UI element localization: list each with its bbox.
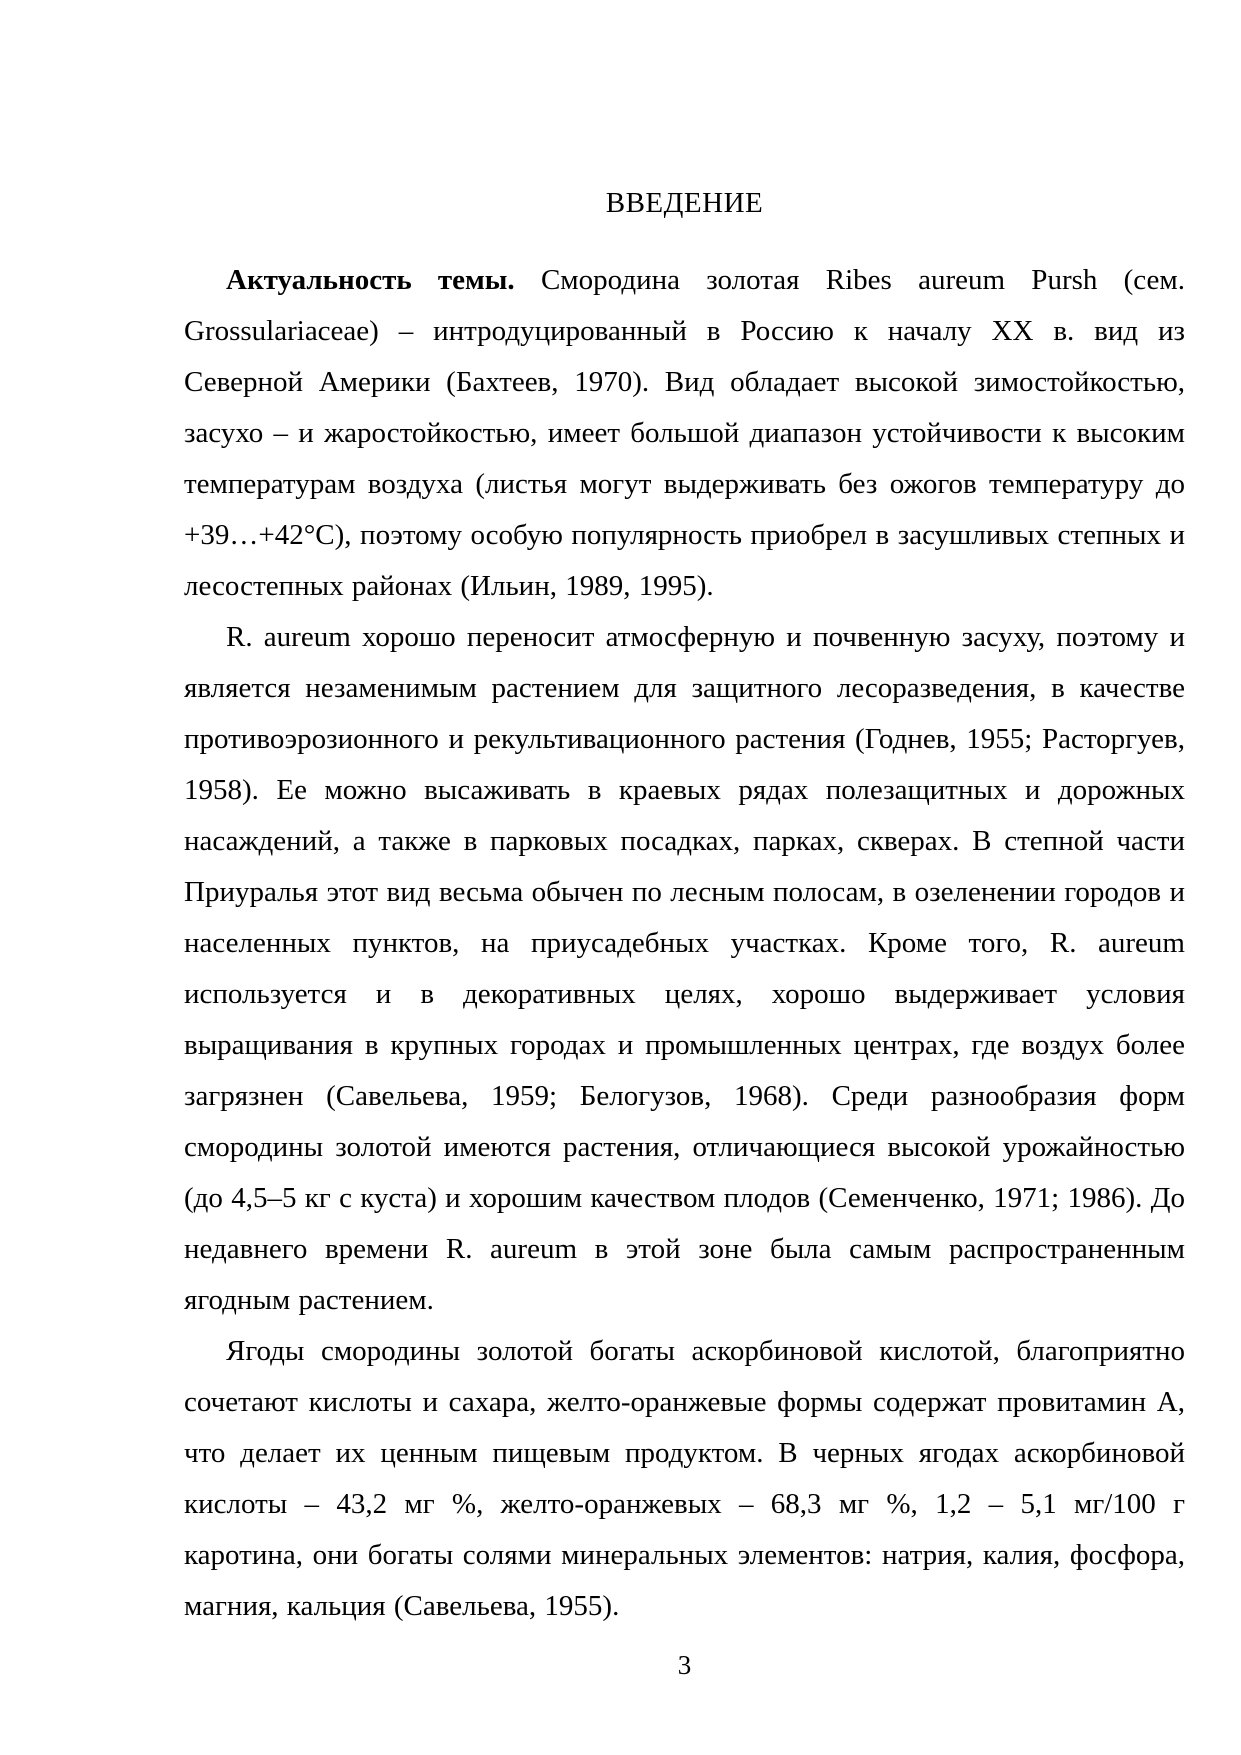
paragraph: R. aureum хорошо переносит атмосферную и почвенную засуху, поэтому и является незаменимым растением для защитного лесоразведения, в качестве противоэрозионного и рекультивационного растения (Годнев, 1955; Расторгуев, 1958). Ее можно высаживать в краевых рядах полезащитных и дорожных насаждений, а также в парковых посадках, парках, скверах. В степной части Приуралья этот вид весьма обычен по лесным полосам, в озеленении городов и населенных пунктов, на приусадебных участках. Кроме того, R. aureum используется и в декоративных целях, хорошо выдерживает условия выращивания в крупных городах и промышленных центрах, где воздух более загрязнен (Савельева, 1959; Белогузов, 1968). Среди разнообразия форм смородины золотой имеются растения, отличающиеся высокой урожайностью (до 4,5–5 кг с куста) и хорошим качеством плодов (Семенченко, 1971; 1986). До недавнего времени R. aureum в этой зоне была самым распространенным ягодным растением. [184, 621, 1185, 1316]
page-content [184, 178, 1185, 1632]
body-paragraphs [184, 255, 1185, 1632]
paragraph: Ягоды смородины золотой богаты аскорбиновой кислотой, благоприятно сочетают кислоты и сахара, желто-оранжевые формы содержат провитамин А, что делает их ценным пищевым продуктом. В черных ягодах аскорбиновой кислоты – 43,2 мг %, желто-оранжевых – 68,3 мг %, 1,2 – 5,1 мг/100 г каротина, они богаты солями минеральных элементов: натрия, калия, фосфора, магния, кальция (Савельева, 1955). [184, 1335, 1185, 1622]
section-title: ВВЕДЕНИЕ [605, 187, 764, 219]
paragraph-lead-bold: Актуальность темы. [226, 264, 515, 296]
page-number: 3 [677, 1650, 692, 1680]
paragraph: Актуальность темы. Смородина золотая Ribes aureum Pursh (сем. Grossulariaceae) – интродуцированный в Россию к началу XX в. вид из Северной Америки (Бахтеев, 1970). Вид обладает высокой зимостойкостью, засухо – и жаростойкостью, имеет большой диапазон устойчивости к высоким температурам воздуха (листья могут выдерживать без ожогов температуру до +39…+42°С), поэтому особую популярность приобрел в засушливых степных и лесостепных районах (Ильин, 1989, 1995). [184, 264, 1186, 602]
